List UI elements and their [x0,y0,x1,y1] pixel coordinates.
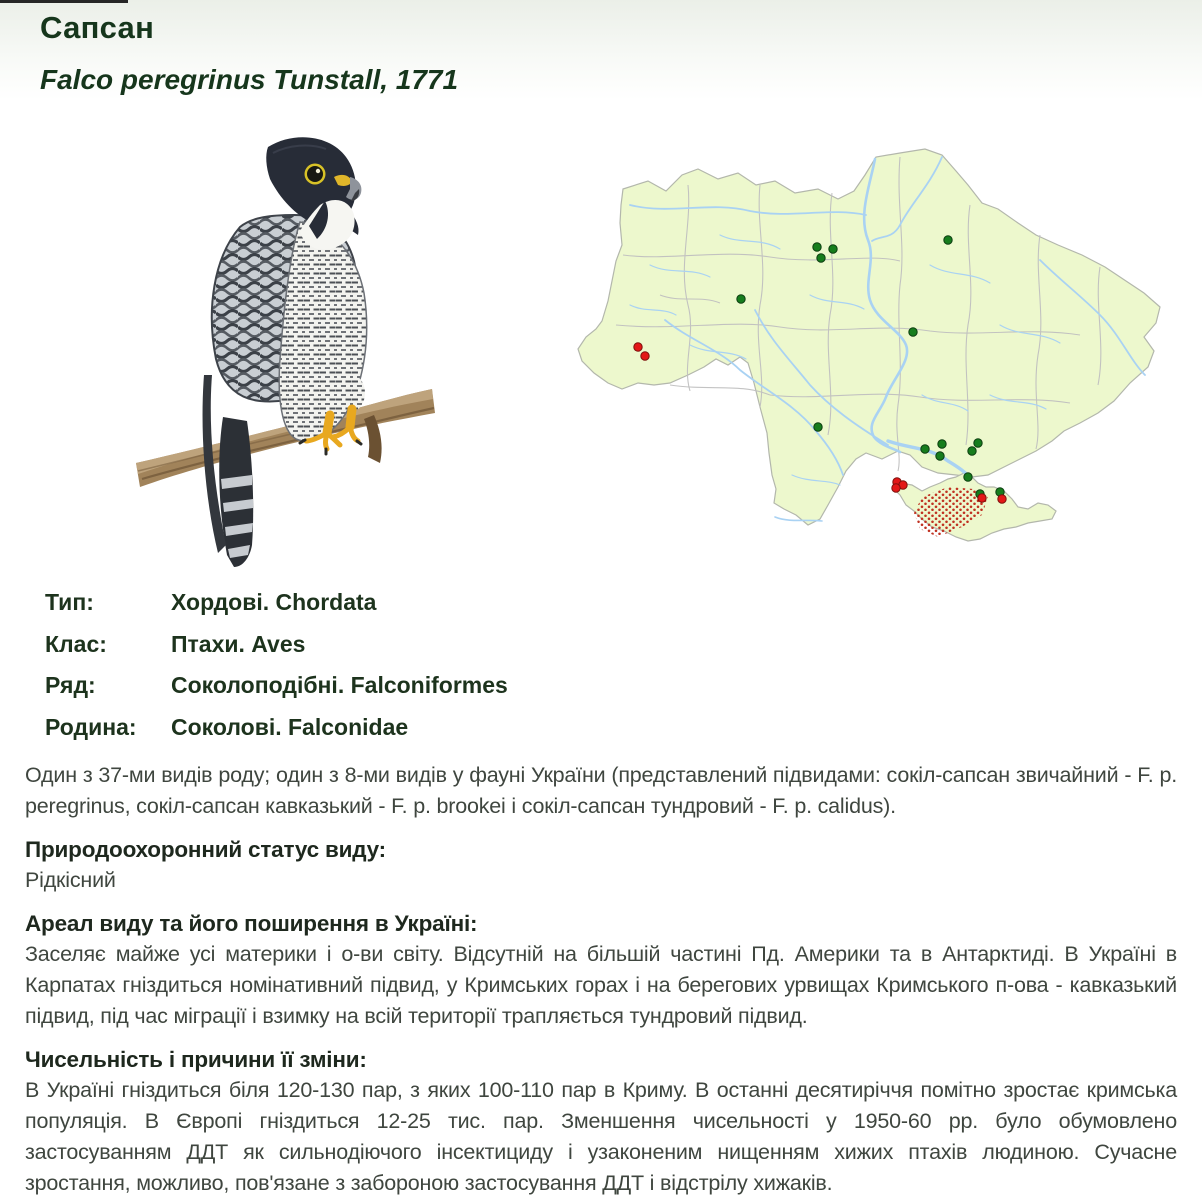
taxonomy-row [45,672,508,714]
top-border-line [0,0,128,3]
section-heading-population: Чисельність і причини її зміни: [25,1047,367,1072]
taxonomy-row [45,714,508,756]
taxonomy-label: Клас: [45,630,107,657]
page-title: Сапсан [40,10,155,45]
distribution-map-image [570,145,1166,567]
taxonomy-row [45,589,508,631]
taxonomy-label: Тип: [45,589,94,615]
taxonomy-value: Хордові. Chordata [171,589,377,615]
section-heading-range: Ареал виду та його поширення в Україні: [25,911,478,936]
taxonomy-label: Родина: [45,713,137,740]
taxonomy-table [45,589,508,755]
taxonomy-value: Соколові. Falconidae [171,713,409,740]
section-heading-status: Природоохоронний статус виду: [25,837,386,862]
population-paragraph: В Україні гніздиться біля 120-130 пар, з яких 100-110 пар в Криму. В останні десятиріччя помітно зростає кримська популяція. В Європі гніздиться 12-25 тис. пар. Зменшення чисельності у 1950-60 рр. було обумовлено застосуванням ДДТ як сильнодіючого інсектициду і узаконеним нищенням хижих птахів людиною. Сучасне зростання, можливо, пов'язане з забороною застосування ДДТ і відстрілу хижаків. [25,1078,1177,1195]
taxonomy-label: Ряд: [45,672,96,698]
taxonomy-row [45,631,508,673]
falcon-illustration-image [128,126,460,570]
taxonomy-value: Соколоподібні. Falconiformes [171,672,508,698]
taxonomy-value: Птахи. Aves [171,630,306,657]
intro-paragraph: Один з 37-ми видів роду; один з 8-ми видів у фауні України (представлений підвидами: сокіл-сапсан звичайний - F. p. peregrinus, сокіл-сапсан кавказький - F. p. brookei і сокіл-сапсан тундровий - F. p. calidus). [25,763,1177,818]
map-mainland [578,149,1160,525]
latin-name: Falco peregrinus Tunstall, 1771 [40,64,459,95]
article-body [25,760,1177,1200]
range-paragraph: Заселяє майже усі материки і о-ви світу. Відсутній на більшій частині Пд. Америки та в Антарктиді. В Україні в Карпатах гніздиться номінативний підвид, у Кримських горах і на берегових урвищах Кримського п-ова - кавказький підвид, під час міграції і взимку на всій території трапляється тундровий підвид. [25,942,1177,1028]
status-value: Рідкісний [25,868,116,892]
